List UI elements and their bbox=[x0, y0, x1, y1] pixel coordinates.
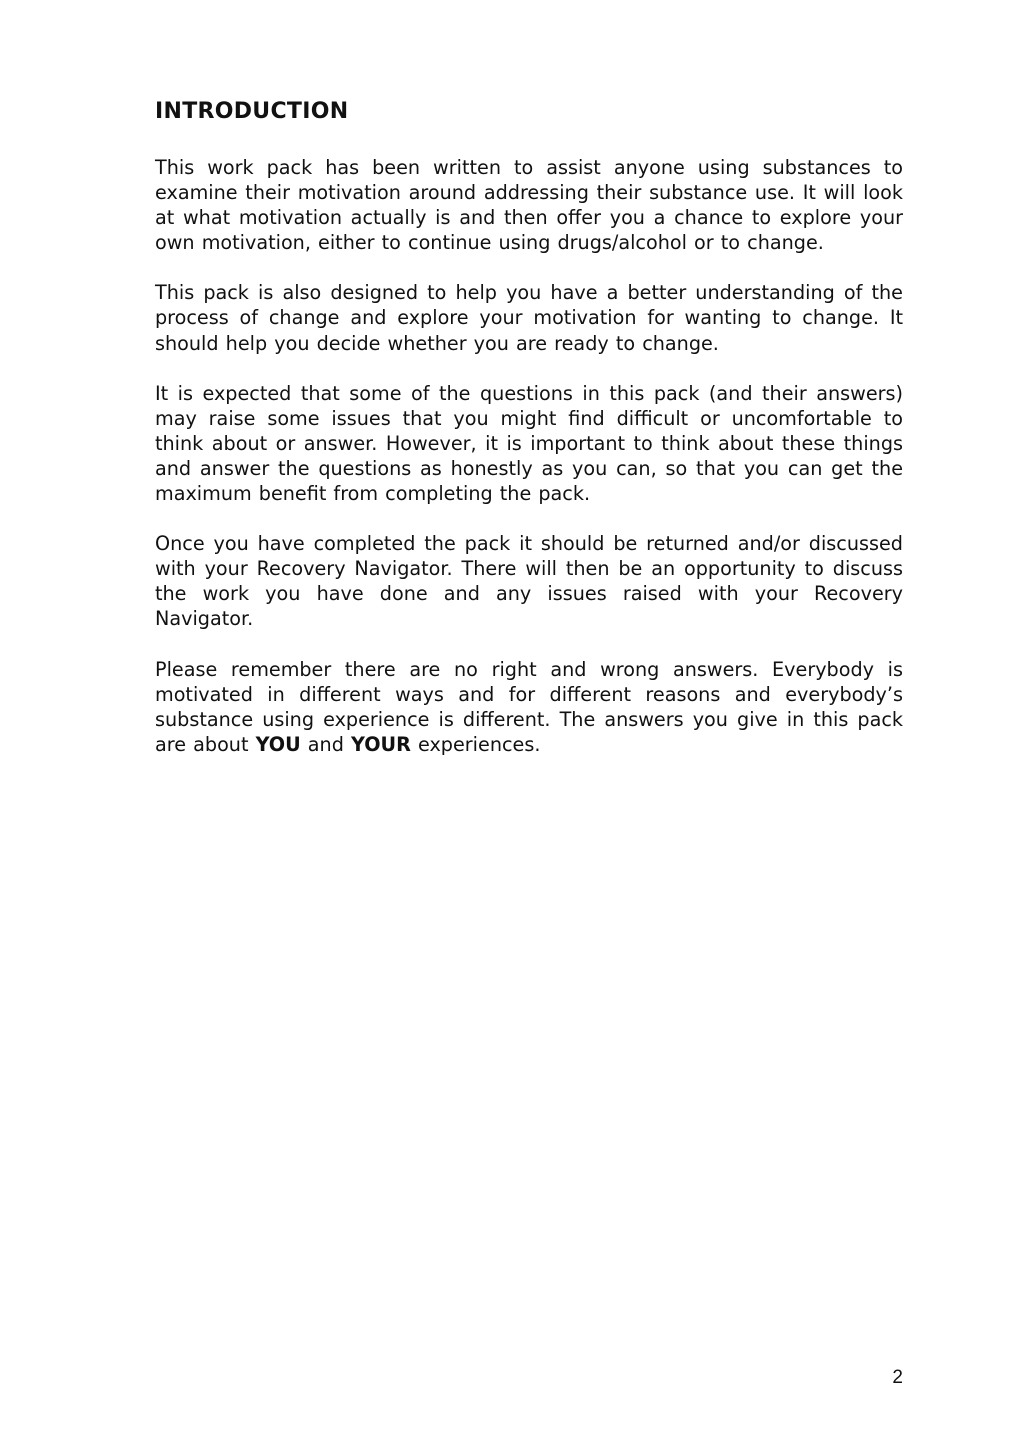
page-heading: INTRODUCTION bbox=[155, 99, 349, 124]
intro-paragraph-purpose: This work pack has been written to assist anyone using substances to examine their motivation around addressing their substance use. It will look at what motivation actually is and then offer you a chance to explore your own motivation, either to continue using drugs/alcohol or to change. bbox=[155, 156, 903, 255]
intro-paragraph-difficult-questions: It is expected that some of the questions in this pack (and their answers) may raise some issues that you might find difficult or uncomfortable to think about or answer. However, it is important to think about these things and answer the questions as honestly as you can, so that you can get the maximum benefit from completing the pack. bbox=[155, 381, 903, 506]
page-number: 2 bbox=[892, 1367, 903, 1388]
emphasis-you: YOU bbox=[255, 732, 301, 756]
paragraph-text: and bbox=[300, 732, 351, 756]
emphasis-your: YOUR bbox=[351, 732, 411, 756]
intro-paragraph-no-right-answers bbox=[155, 657, 903, 757]
paragraph-text: Please remember there are no right and wrong answers. Everybody is motivated in different ways and for different reasons and everybody’s substance using experience is different. The answers you give in this pack are about bbox=[155, 657, 903, 756]
intro-paragraph-return-pack: Once you have completed the pack it should be returned and/or discussed with your Recovery Navigator. There will then be an opportunity to discuss the work you have done and any issues raised with your Recovery Navigator. bbox=[155, 532, 903, 631]
intro-paragraph-process-of-change: This pack is also designed to help you have a better understanding of the process of change and explore your motivation for wanting to change. It should help you decide whether you are ready to change. bbox=[155, 281, 903, 355]
document-page bbox=[155, 96, 903, 782]
paragraph-text: experiences. bbox=[410, 732, 541, 756]
